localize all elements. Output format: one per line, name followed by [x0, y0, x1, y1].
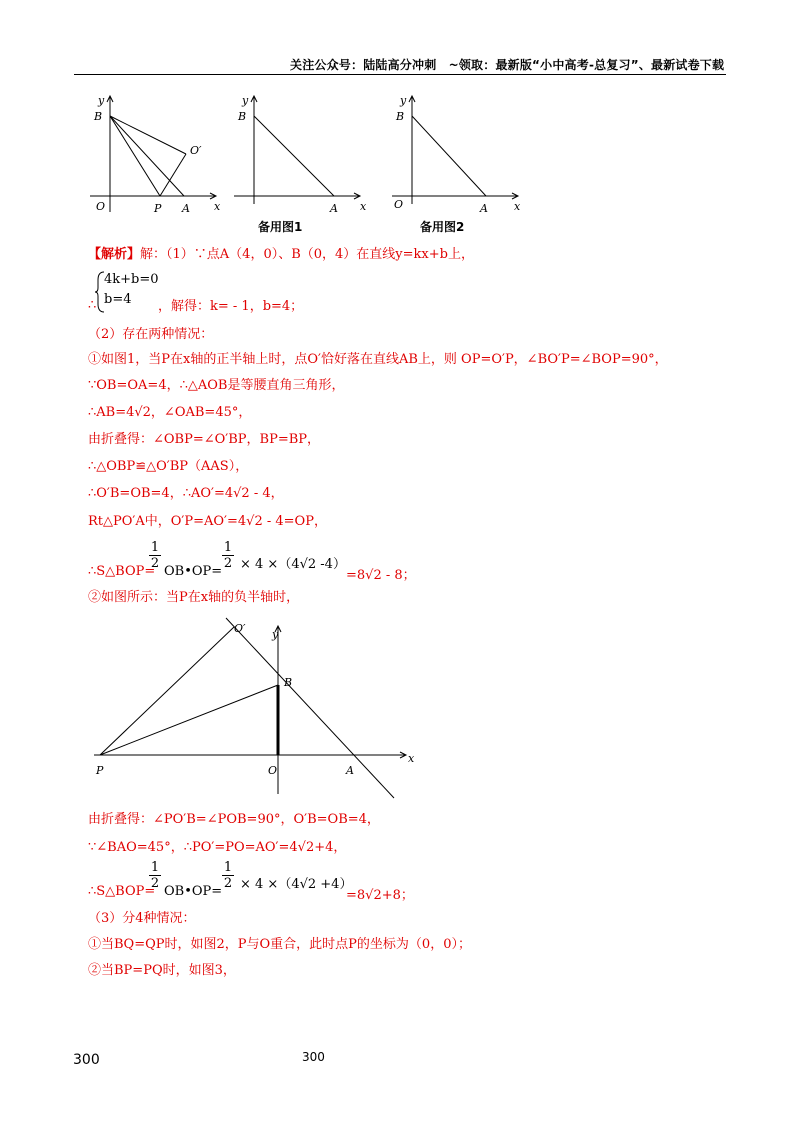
- frac-1a: 1 2: [150, 540, 160, 571]
- page-header: 关注公众号：陆陆高分冲刺 ~领取：最新版“小中高考-总复习”、最新试卷下载: [290, 58, 725, 72]
- figure-2: [232, 92, 372, 222]
- frac-2b: 1 2: [223, 860, 233, 891]
- fig3-x-label: x: [514, 200, 521, 213]
- eq-system-1: 4k+b=0: [104, 272, 159, 287]
- fig3-b-label: B: [396, 110, 405, 123]
- fig3-caption: 备用图2: [420, 220, 465, 234]
- line-8: 由折叠得：∠OBP=∠O′BP，BP=BP，: [88, 432, 321, 447]
- line-5: ①如图1，当P在x轴的正半轴上时，点O′恰好落在直线AB上，则 OP=O′P，∠BO′P=∠BOP=90°，: [88, 352, 668, 367]
- figure-4: [88, 614, 418, 804]
- fig1-p-label: P: [154, 202, 162, 215]
- area-formula-2: ∴S△BOP=: [88, 884, 156, 899]
- footer-center-number: 300: [302, 1050, 325, 1064]
- fig1-x-label: x: [214, 200, 221, 213]
- fig2-b-label: B: [238, 110, 247, 123]
- fig1-b-label: B: [94, 110, 103, 123]
- figure-3: [390, 92, 530, 222]
- line-17: （3）分4种情况：: [88, 911, 196, 926]
- line-19: ②当BP=PQ时，如图3，: [88, 963, 236, 978]
- fig4-o-label: O: [268, 764, 278, 777]
- fig4-p-label: P: [96, 764, 104, 777]
- fig3-y-label: y: [400, 94, 407, 107]
- fig2-x-label: x: [360, 200, 367, 213]
- fig4-x-label: x: [408, 752, 415, 765]
- line-9: ∴△OBP≌△O′BP（AAS），: [88, 459, 249, 474]
- fig4-oprime-label: O′: [234, 622, 246, 635]
- fig1-oprime-label: O′: [190, 144, 202, 157]
- fig4-y-label: y: [272, 628, 279, 641]
- footer-page-number: 300: [73, 1052, 100, 1068]
- line-11: Rt△PO′A中，O′P=AO′=4√2 - 4=OP，: [88, 514, 327, 529]
- fig2-y-label: y: [242, 94, 249, 107]
- line-13: ②如图所示：当P在x轴的负半轴时，: [88, 590, 300, 605]
- line-3: ，解得：k= - 1，b=4；: [158, 299, 304, 314]
- frac-2a: 1 2: [150, 860, 160, 891]
- line-15: ∵∠BAO=45°，∴PO′=PO=AO′=4√2+4，: [88, 840, 347, 855]
- fig1-y-label: y: [98, 94, 105, 107]
- line-14: 由折叠得：∠PO′B=∠POB=90°，O′B=OB=4，: [88, 812, 380, 827]
- area-formula-2-mid: OB•OP=: [164, 884, 223, 899]
- line-4: （2）存在两种情况：: [88, 327, 214, 342]
- fig4-b-label: B: [284, 676, 293, 689]
- area-formula-1-result: =8√2 - 8；: [346, 568, 416, 583]
- frac-1b: 1 2: [223, 540, 233, 571]
- area-formula-1: ∴S△BOP=: [88, 564, 156, 579]
- line-18: ①当BQ=QP时，如图2，P与O重合，此时点P的坐标为（0，0）；: [88, 937, 471, 952]
- fig4-a-label: A: [346, 764, 354, 777]
- area-formula-2-result: =8√2+8；: [346, 888, 414, 903]
- fig1-o-label: O: [96, 200, 106, 213]
- line-7: ∴AB=4√2，∠OAB=45°，: [88, 405, 252, 420]
- line-6: ∵OB=OA=4，∴△AOB是等腰直角三角形，: [88, 378, 345, 393]
- line-1: 【解析】解：（1）∵点A（4，0）、B（0，4）在直线y=kx+b上，: [88, 247, 474, 262]
- fig3-a-label: A: [480, 202, 488, 215]
- fig3-o-label: O: [394, 198, 404, 211]
- fig2-a-label: A: [330, 202, 338, 215]
- area-formula-1-mid: OB•OP=: [164, 564, 223, 579]
- fig1-a-label: A: [182, 202, 190, 215]
- figure-1: [88, 92, 228, 222]
- therefore-symbol: ∴: [88, 298, 97, 313]
- area-formula-2-expr: × 4 ×（4√2 +4）: [240, 877, 353, 892]
- header-rule: [74, 74, 726, 75]
- area-formula-1-expr: × 4 ×（4√2 -4）: [240, 557, 346, 572]
- line-10: ∴O′B=OB=4，∴AO′=4√2 - 4，: [88, 486, 284, 501]
- eq-system-2: b=4: [104, 292, 132, 307]
- fig2-caption: 备用图1: [258, 220, 303, 234]
